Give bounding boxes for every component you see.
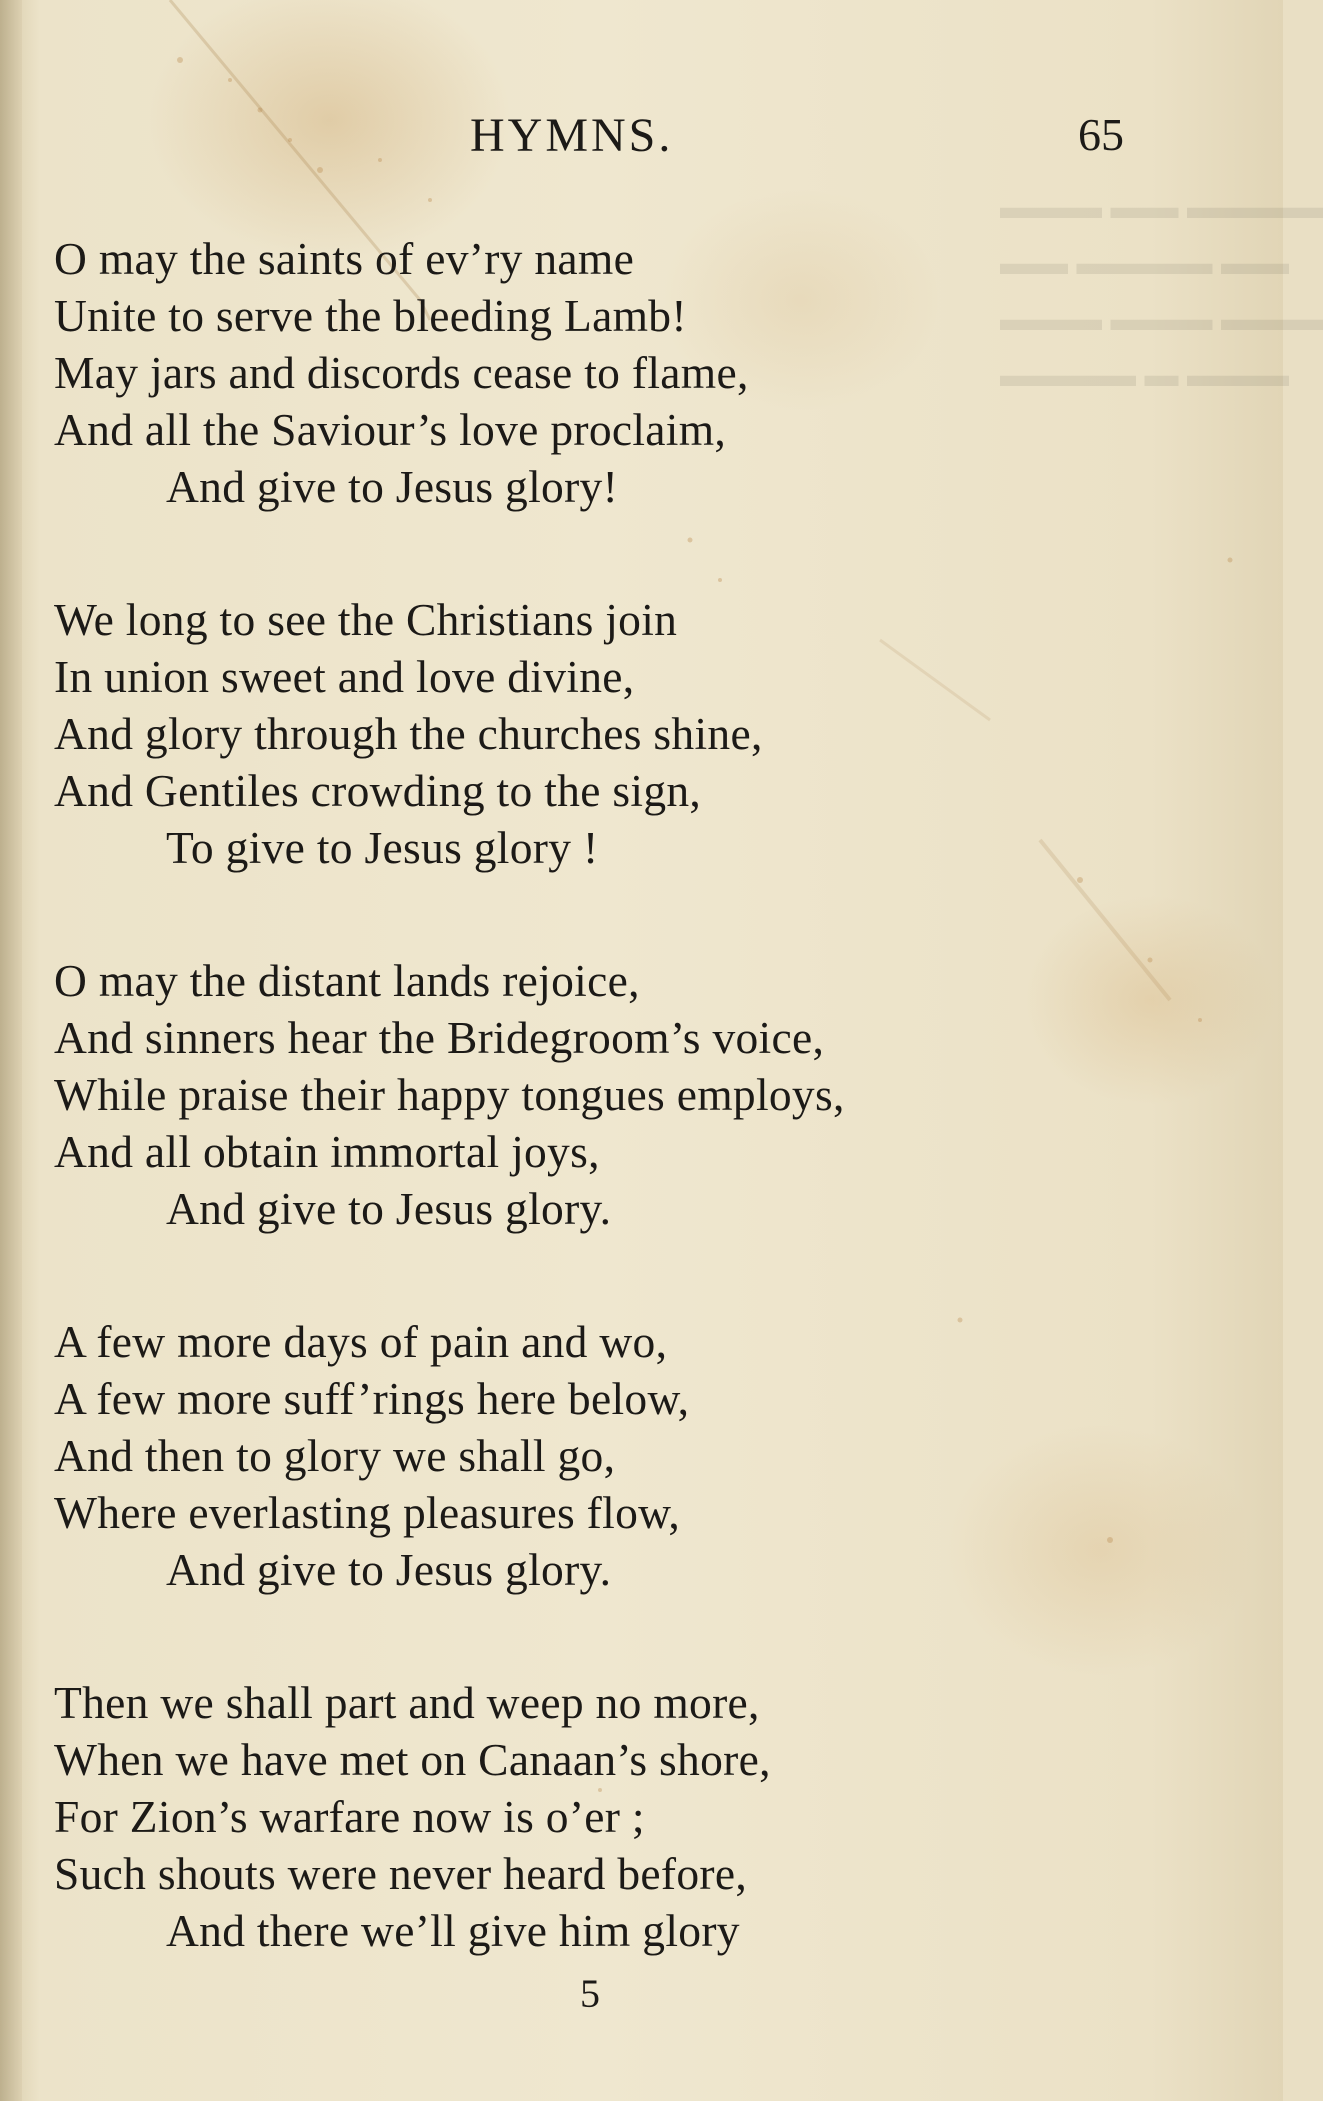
verse-line: Such shouts were never heard before, (54, 1848, 748, 1899)
verse-line: A few more days of pain and wo, (54, 1316, 668, 1367)
verse-line: Where everlasting pleasures flow, (54, 1487, 680, 1538)
verse-line: O may the saints of ev’ry name (54, 233, 635, 284)
show-through-text: ▬▬▬ ▬▬ ▬▬▬▬ ▬▬ ▬▬▬▬ ▬▬ ▬▬▬ ▬▬▬ ▬▬▬ ▬▬▬▬ ▬ ▬▬▬ (1000, 189, 1323, 394)
verse-line: Then we shall part and weep no more, (54, 1677, 760, 1728)
verse-line: May jars and discords cease to flame, (54, 347, 749, 398)
running-head: HYMNS. (470, 109, 674, 162)
hymn-text (54, 230, 1154, 2035)
verse-line: And glory through the churches shine, (54, 708, 763, 759)
verse-line: A few more suff’rings here below, (54, 1373, 690, 1424)
verse-line: O may the distant lands rejoice, (54, 955, 640, 1006)
verse-line: We long to see the Christians join (54, 594, 678, 645)
signature-mark: 5 (580, 1971, 600, 2016)
stanza-5 (54, 1674, 1154, 1959)
verse-line: And Gentiles crowding to the sign, (54, 765, 702, 816)
refrain-line: And give to Jesus glory. (166, 1183, 612, 1234)
stanza-2 (54, 591, 1154, 876)
stanza-1 (54, 230, 1154, 515)
page-header (0, 108, 1283, 178)
foxing-spot (1198, 1018, 1202, 1022)
verse-line: When we have met on Canaan’s shore, (54, 1734, 771, 1785)
refrain-line: To give to Jesus glory ! (166, 822, 599, 873)
foxing-spot (428, 198, 432, 202)
refrain-line: And give to Jesus glory. (166, 1544, 612, 1595)
foxing-spot (1228, 558, 1233, 563)
foxing-spot (228, 78, 232, 82)
verse-line: And then to glory we shall go, (54, 1430, 616, 1481)
verse-line: And sinners hear the Bridegroom’s voice, (54, 1012, 825, 1063)
stanza-3 (54, 952, 1154, 1237)
verse-line: And all obtain immortal joys, (54, 1126, 600, 1177)
page-number: 65 (1078, 109, 1124, 160)
verse-line: Unite to serve the bleeding Lamb! (54, 290, 687, 341)
verse-line: For Zion’s warfare now is o’er ; (54, 1791, 645, 1842)
foxing-spot (177, 57, 183, 63)
refrain-line: And there we’ll give him glory (166, 1905, 740, 1956)
verse-line: And all the Saviour’s love proclaim, (54, 404, 727, 455)
verse-line: While praise their happy tongues employs, (54, 1069, 845, 1120)
refrain-line: And give to Jesus glory! (166, 461, 619, 512)
verse-line: In union sweet and love divine, (54, 651, 635, 702)
stanza-4 (54, 1313, 1154, 1598)
